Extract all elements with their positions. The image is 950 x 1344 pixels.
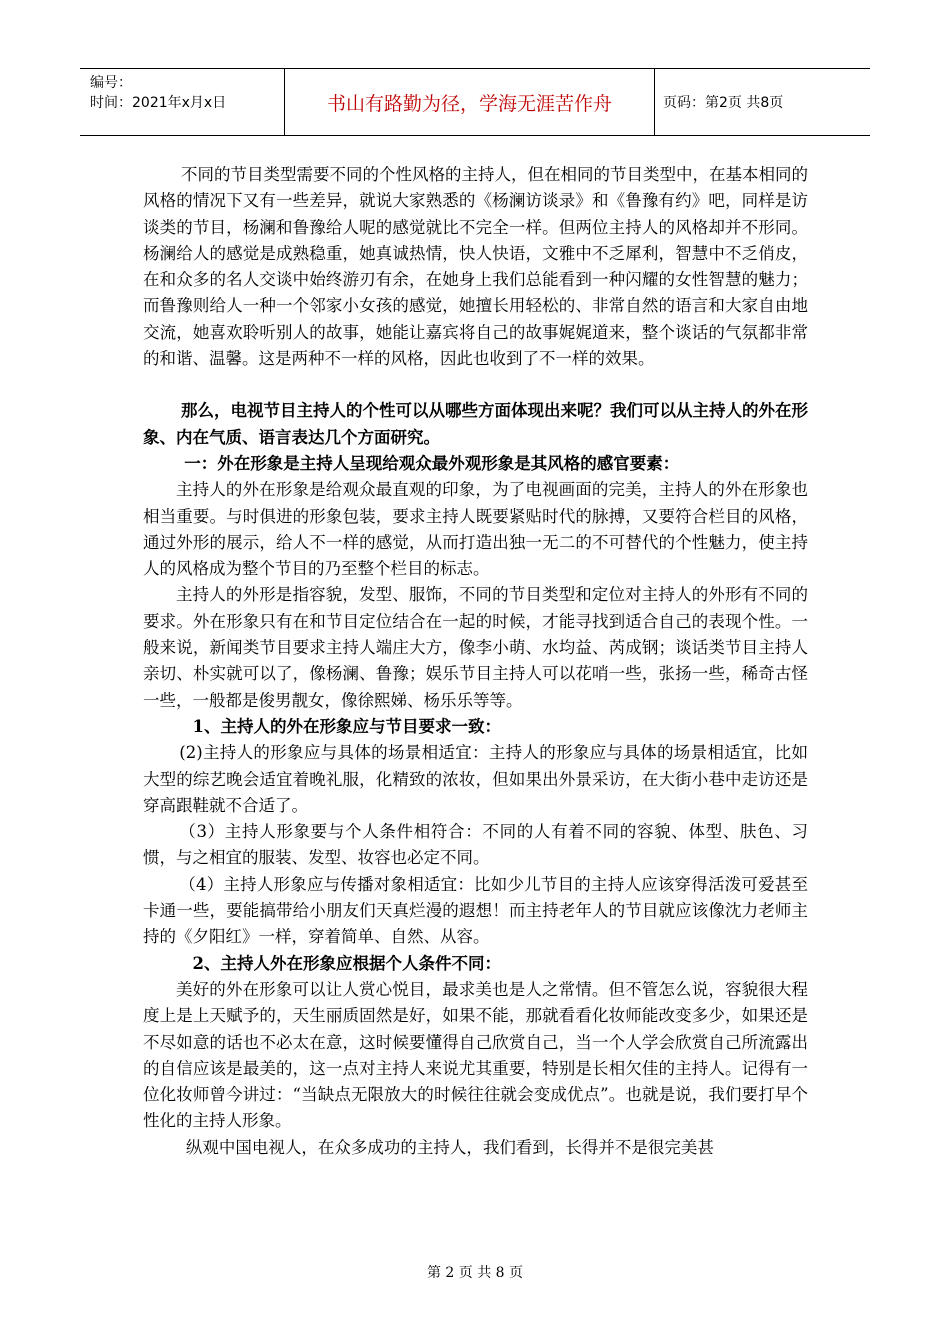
subsection-heading: 2、主持人外在形象应根据个人条件不同： xyxy=(192,953,501,973)
paragraph: 主持人的外在形象是给观众最直观的印象，为了电视画面的完美，主持人的外在形象也相当重要。与时俱进的形象包装，要求主持人既要紧贴时代的脉搏，又要符合栏目的风格，通过外形的展示，给人不一样的感觉，从而打造出独一无二的不可替代的个性魅力，使主持人的风格成为整个节目的乃至整个栏目的标志。 xyxy=(143,480,808,579)
document-number-label: 编号： xyxy=(90,75,132,91)
header-motto: 书山有路勤为径，学海无涯苦作舟 xyxy=(285,69,655,135)
paragraph-bold: 那么，电视节目主持人的个性可以从哪些方面体现出来呢？我们可以从主持人的外在形象、内在气质、语言表达几个方面研究。 xyxy=(143,401,808,447)
header-page-info: 页码：第2页 共8页 xyxy=(663,95,784,111)
paragraph: 主持人的外形是指容貌，发型、服饰，不同的节目类型和定位对主持人的外形有不同的要求。外在形象只有在和节目定位结合在一起的时候，才能寻找到适合自己的表现个性。一般来说，新闻类节目要求主持人端庄大方，像李小萌、水均益、芮成钢；谈话类节目主持人亲切、朴实就可以了，像杨澜、鲁豫；娱乐节目主持人可以花哨一些，张扬一些，稀奇古怪一些，一般都是俊男靓女，像徐熙娣、杨乐乐等等。 xyxy=(143,585,808,710)
subsection-heading: 1、主持人的外在形象应与节目要求一致： xyxy=(192,716,501,736)
paragraph: 不同的节目类型需要不同的个性风格的主持人，但在相同的节目类型中，在基本相同的风格的情况下又有一些差异，就说大家熟悉的《杨澜访谈录》和《鲁豫有约》吧，同样是访谈类的节目，杨澜和鲁豫给人呢的感觉就比不完全一样。但两位主持人的风格却并不形同。杨澜给人的感觉是成熟稳重，她真诚热情，快人快语，文雅中不乏犀利，智慧中不乏俏皮，在和众多的名人交谈中始终游刃有余，在她身上我们总能看到一种闪耀的女性智慧的魅力；而鲁豫则给人一种一个邻家小女孩的感觉，她擅长用轻松的、非常自然的语言和大家自由地交流，她喜欢聆听别人的故事，她能让嘉宾将自己的故事娓娓道来，整个谈话的气氛都非常的和谐、温馨。这是两种不一样的风格，因此也收到了不一样的效果。 xyxy=(143,165,808,369)
paragraph: 纵观中国电视人，在众多成功的主持人，我们看到，长得并不是很完美甚 xyxy=(185,1137,714,1157)
paragraph: （3）主持人形象要与个人条件相符合：不同的人有着不同的容貌、体型、肤色、习惯，与之相宜的服装、发型、妆容也必定不同。 xyxy=(143,822,808,868)
paragraph: 美好的外在形象可以让人赏心悦目，最求美也是人之常情。但不管怎么说，容貌很大程度上是上天赋予的，天生丽质固然是好，如果不能，那就看看化妆师能改变多少，如果还是不尽如意的话也不必太在意，这时候要懂得自己欣赏自己，当一个人学会欣赏自己所流露出的自信应该是最美的，这一点对主持人来说尤其重要，特别是长相欠佳的主持人。记得有一位化妆师曾今讲过：“当缺点无限放大的时候往往就会变成优点”。也就是说，我们要打早个性化的主持人形象。 xyxy=(143,979,808,1131)
paragraph: （4）主持人形象应与传播对象相适宜：比如少儿节目的主持人应该穿得活泼可爱甚至卡通一些，要能搞带给小朋友们天真烂漫的遐想！而主持老年人的节目就应该像沈力老师主持的《夕阳红》一样，穿着简单、自然、从容。 xyxy=(143,874,808,947)
section-heading: 一：外在形象是主持人呈现给观众最外观形象是其风格的感官要素： xyxy=(184,453,680,473)
document-body xyxy=(143,162,808,1161)
document-date: 时间：2021年x月x日 xyxy=(90,95,227,111)
page-footer: 第 2 页 共 8 页 xyxy=(426,1265,524,1281)
page-header xyxy=(80,68,870,136)
paragraph: (2)主持人的形象应与具体的场景相适宜：主持人的形象应与具体的场景相适宜，比如大型的综艺晚会适宜着晚礼服，化精致的浓妆，但如果出外景采访，在大街小巷中走访还是穿高跟鞋就不合适了。 xyxy=(143,743,808,815)
header-meta xyxy=(80,69,285,135)
